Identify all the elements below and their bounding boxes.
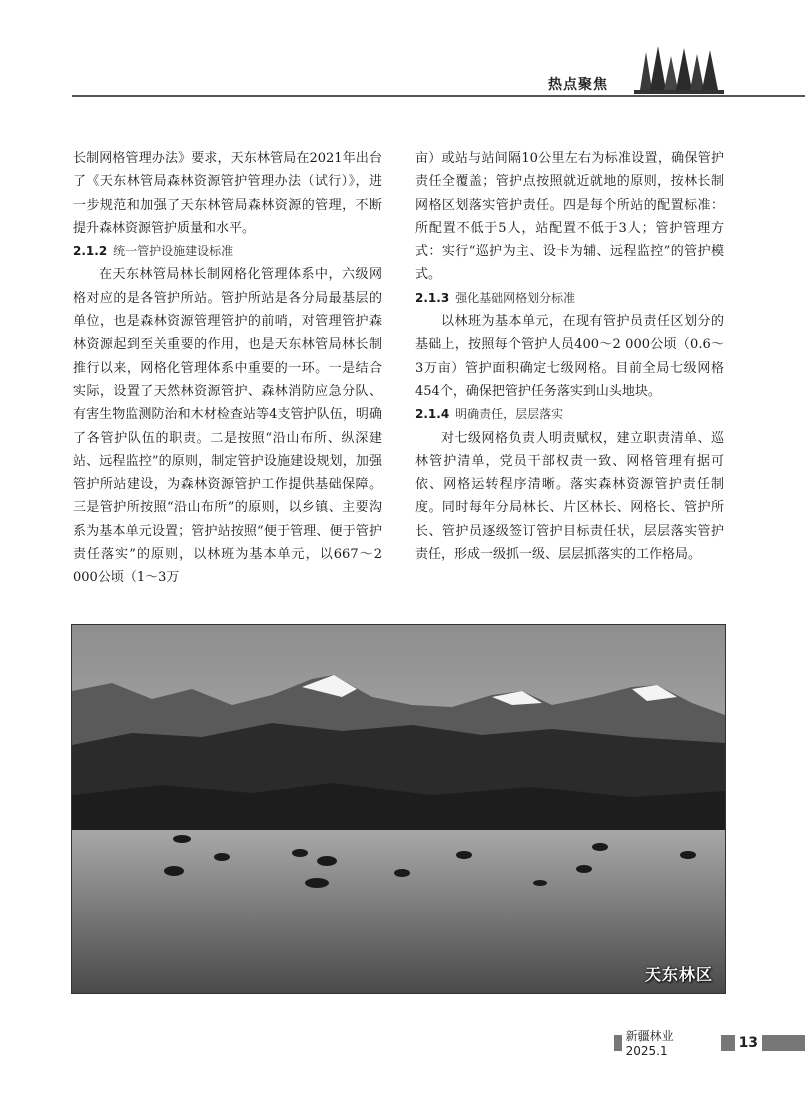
section-label: 热点聚焦: [548, 77, 608, 93]
header-rule: [72, 95, 805, 97]
section-title: 明确责任，层层落实: [455, 407, 564, 422]
footer-block: [614, 1035, 622, 1051]
section-number: 2.1.3: [415, 290, 450, 305]
section-title: 强化基础网格划分标准: [455, 290, 576, 305]
paragraph: 以林班为基本单元，在现有管护员责任区划分的基础上，按照每个管护人员400～2 000公顷（0.6～3万亩）管护面积确定七级网格。目前全局七级网格454个，确保把管护任务落实到山头地块。: [415, 314, 724, 399]
footer-block: [762, 1035, 805, 1051]
section-title: 统一管护设施建设标准: [113, 244, 234, 259]
section-number: 2.1.2: [73, 244, 108, 259]
right-column: [415, 147, 724, 566]
section-number: 2.1.4: [415, 407, 450, 422]
footer-block: [721, 1035, 734, 1051]
section-heading-2-1-2: [73, 240, 382, 263]
paragraph: 对七级网格负责人明责赋权，建立职责清单、巡林管护清单，党员干部权责一致、网格管理有据可依、网格运转程序清晰。落实森林资源管护责任制度。同时每年分局林长、片区林长、网格长、管护所长、管护员逐级签订管护目标责任状，层层落实管护责任，形成一级抓一级、层层抓落实的工作格局。: [415, 430, 724, 563]
paragraph: 亩）或站与站间隔10公里左右为标准设置，确保管护责任全覆盖；管护点按照就近就地的原则，按林长制网格区划落实管护责任。四是每个所站的配置标准：所配置不低于5人，站配置不低于3人；管护管理方式：实行“巡护为主、设卡为辅、远程监控”的管护模式。: [415, 151, 724, 283]
paragraph: 长制网格管理办法》要求，天东林管局在2021年出台了《天东林管局森林资源管护管理办法（试行）》，进一步规范和加强了天东林管局森林资源的管理，不断提升森林资源管护质量和水平。: [73, 151, 382, 236]
trees-icon: [634, 44, 724, 94]
footer: [614, 1029, 805, 1058]
page-number: 13: [738, 1034, 759, 1051]
mountain-landscape-image: [72, 625, 725, 993]
photo-caption: 天东林区: [644, 965, 713, 984]
journal-name: 新疆林业 2025.1: [625, 1029, 674, 1058]
paragraph: 在天东林管局林长制网格化管理体系中，六级网格对应的是各管护所站。管护所站是各分局最基层的单位，也是森林资源管理管护的前哨，对管理管护森林资源起到至关重要的作用，也是天东林管局林长制推行以来，网格化管理体系中重要的一环。一是结合实际，设置了天然林资源管护、森林消防应急分队、有害生物监测防治和木材检查站等4支管护队伍，明确了各管护队伍的职责。二是按照“沿山布所、纵深建站、远程监控”的原则，制定管护设施建设规划，加强管护所站建设，为森林资源管护工作提供基础保障。三是管护所按照“沿山布所”的原则，以乡镇、主要沟系为基本单元设置；管护站按照“便于管理、便于管护责任落实”的原则，以林班为基本单元，以667～2 000公顷（1～3万: [73, 267, 382, 586]
landscape-photo: [71, 624, 726, 994]
section-heading-2-1-3: [415, 287, 724, 310]
section-heading-2-1-4: [415, 403, 724, 426]
left-column: [73, 147, 382, 590]
